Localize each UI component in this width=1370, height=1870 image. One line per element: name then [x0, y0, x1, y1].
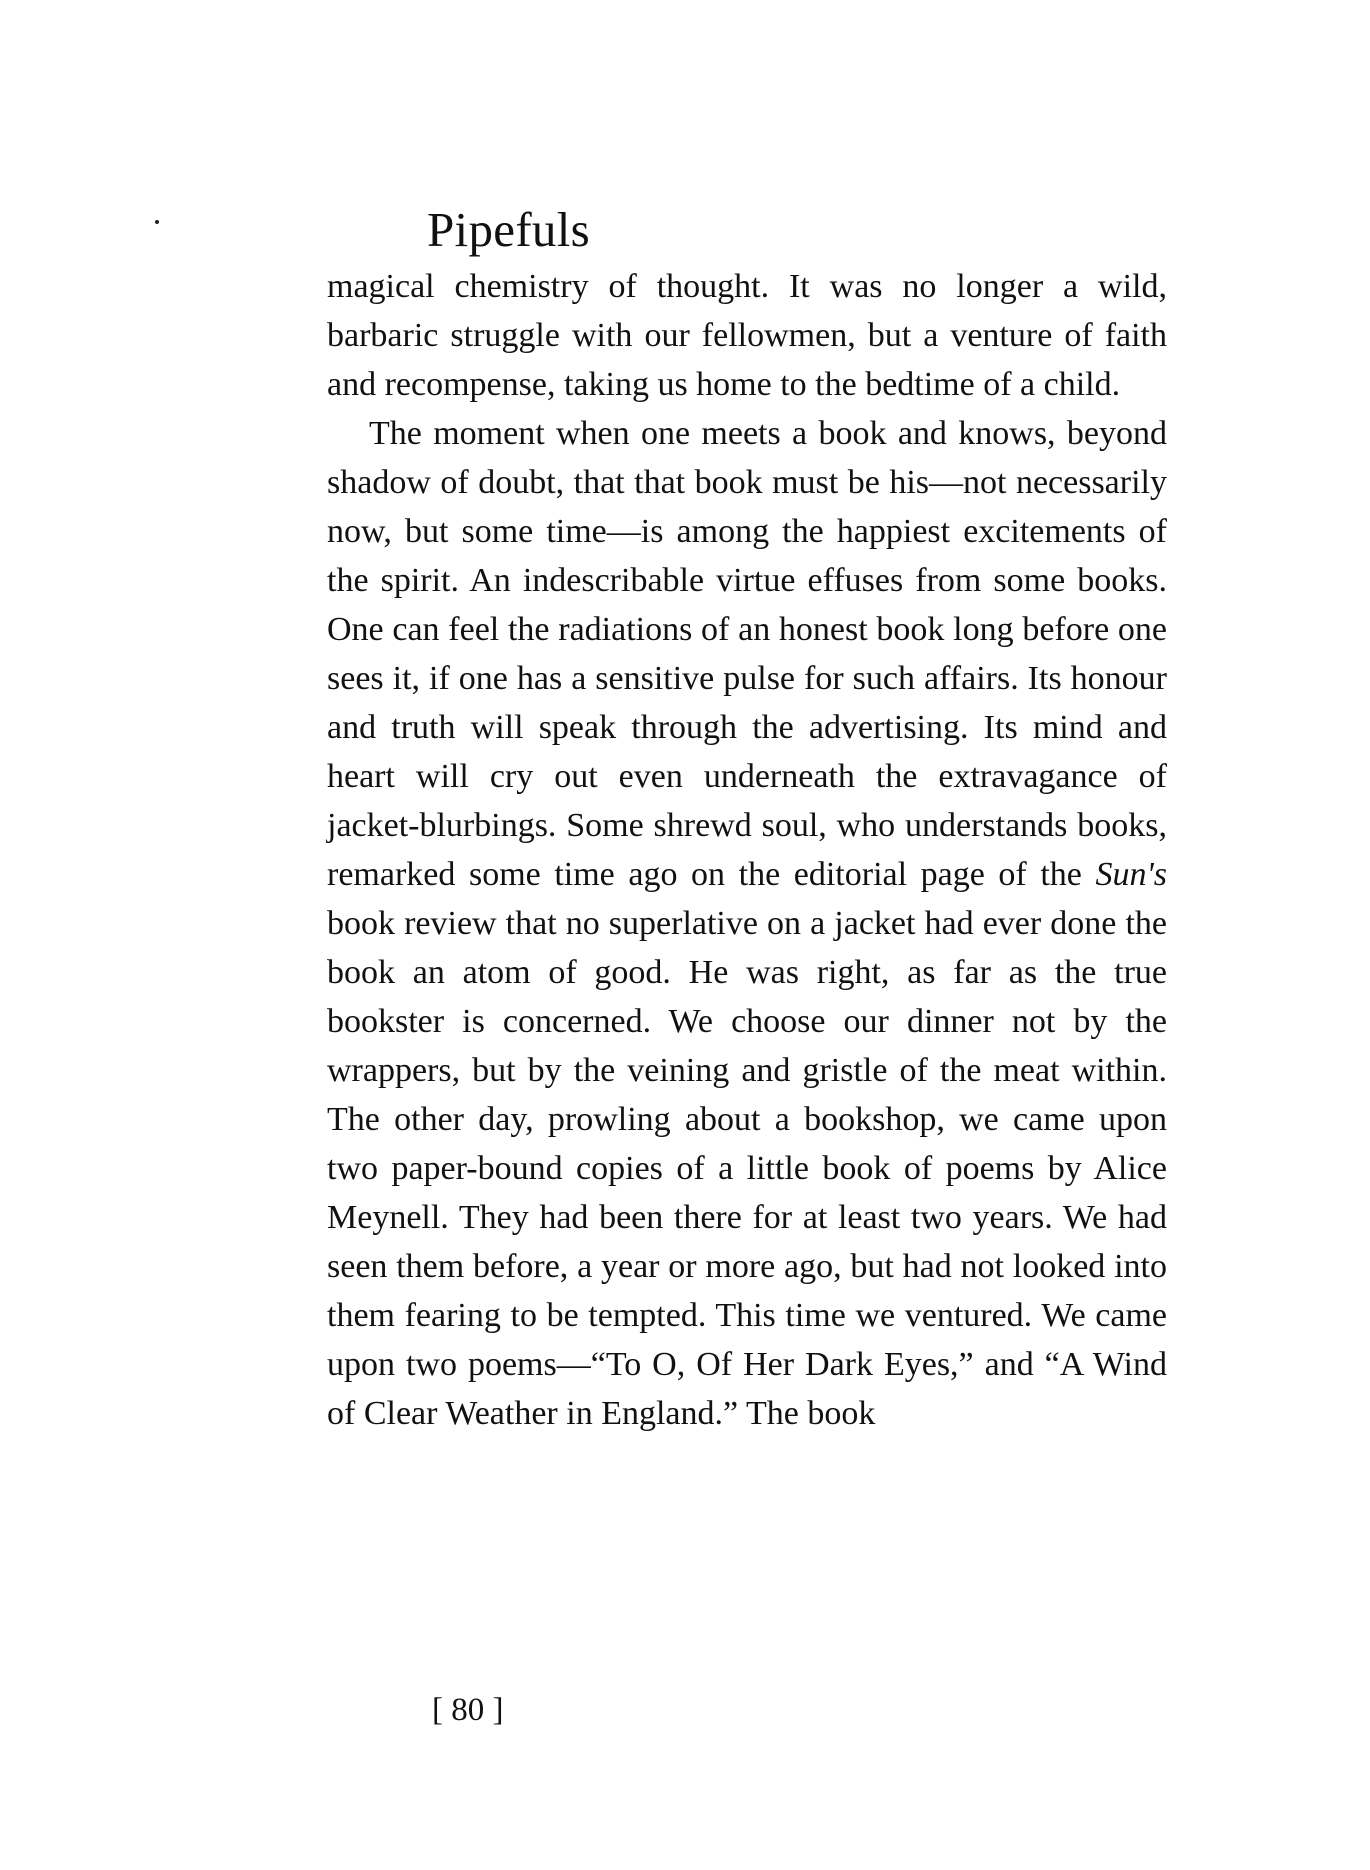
italic-newspaper-title: Sun's — [1095, 856, 1167, 893]
paragraph-book-moment — [327, 409, 1167, 1438]
page-number: [ 80 ] — [432, 1692, 504, 1728]
paragraph-text-after-italic: book review that no superlative on a jacket had ever done the book an atom of good. He was right, as far as the true bookster is concerned. We choose our dinner not by the wrappers, but by the veining and gristle of the meat within. The other day, prowling about a bookshop, we came upon two paper-bound copies of a little book of poems by Alice Meynell. They had been there for at least two years. We had seen them before, a year or more ago, but had not looked into them fearing to be tempted. This time we ventured. We came upon two poems—“To O, Of Her Dark Eyes,” and “A Wind of Clear Weather in England.” The book — [327, 905, 1167, 1432]
body-text — [327, 262, 1167, 1438]
print-speck — [155, 220, 159, 224]
paragraph-text-before-italic: The moment when one meets a book and knows, beyond shadow of doubt, that that book must be his—not necessarily now, but some time—is among the happiest excitements of the spirit. An indescribable virtue effuses from some books. One can feel the radiations of an honest book long before one sees it, if one has a sensitive pulse for such affairs. Its honour and truth will speak through the advertising. Its mind and heart will cry out even underneath the extravagance of jacket-blurbings. Some shrewd soul, who understands books, remarked some time ago on the editorial page of the — [327, 415, 1167, 893]
paragraph-continued: magical chemistry of thought. It was no longer a wild, barbaric struggle with our fellowmen, but a venture of faith and recompense, taking us home to the bedtime of a child. — [327, 268, 1167, 403]
running-title: Pipefuls — [427, 202, 591, 257]
